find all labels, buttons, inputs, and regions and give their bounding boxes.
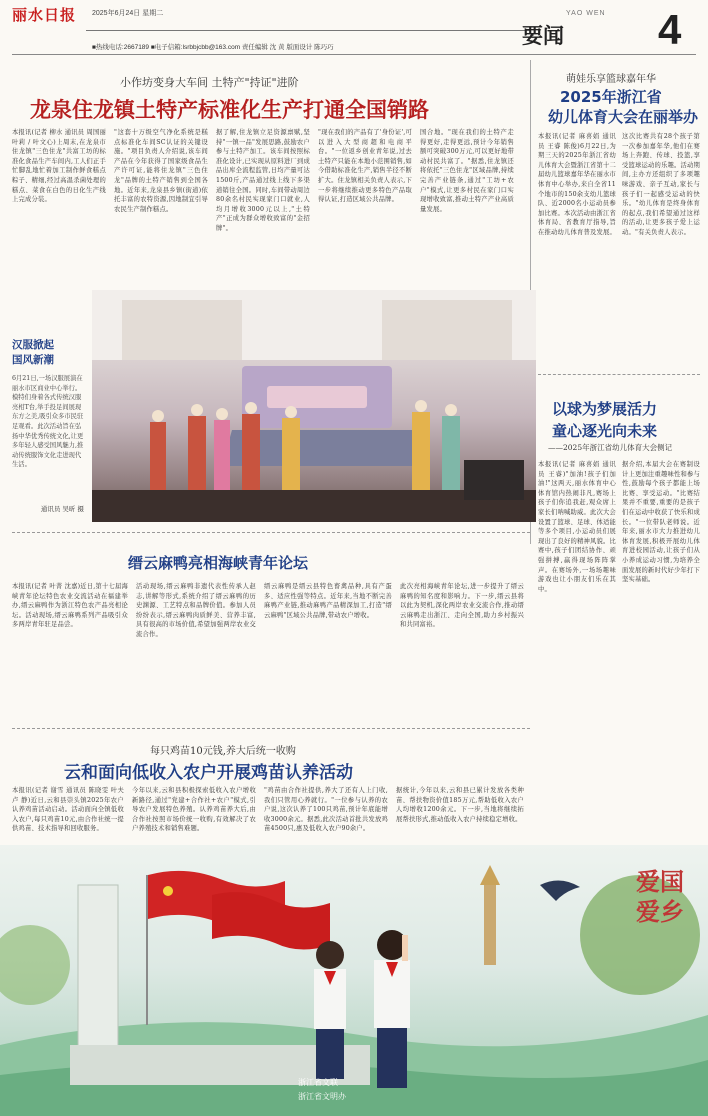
article5-headline-1: 以球为梦展活力 [552,400,658,418]
calligraphy [630,867,690,927]
article3-divider [12,728,530,729]
masthead-rule [86,30,530,31]
patriotic-illustration [0,845,708,1116]
paper-name: 丽水日报 [12,6,77,24]
date-line: 2025年6月24日 星期二 [92,10,164,17]
article5-col1: 本报讯(记者 麻喜娟 通讯员 王睿)"加油!孩子们加油!"这两天,丽水体育中心体育馆内热闹非凡,赛场上孩子们你追我赶,观众席上家长们呐喊助威。此次大会设置了篮球、足球、体适能等多个项目,小运动员们展现出了良好的精神风貌。比赛中,孩子们团结协作、顽强拼搏,赢得现场阵阵掌声。在赛场外,一场场趣味游戏也让小朋友们乐在其中。 [538,461,616,593]
article3-col1: 本报讯(记者 谢雪 通讯员 陈晓雯 叶夫 卢 静)近日,云和县崇头镇2025年农户认养鸡苗活动启动。活动面向全镇低收入农户,每只鸡苗10元,由合作社统一提供鸡苗、技术指导和回收服务。 [12,787,124,833]
article4-col1: 本报讯(记者 麻喜娟 通讯员 王睿 陈俊)6月22日,为期三天的2025年浙江省幼儿体育大会暨浙江省第十二届幼儿篮球嘉年华在丽水市体育中心举办,来自全省11个地市的150余支幼儿篮球队、近2000名小运动员参加比赛。本次活动由浙江省体育局、省教育厅指导,旨在推动幼儿体育普及发展。 [538,133,616,236]
article2-headline: 缙云麻鸭亮相海峡青年论坛 [128,554,309,572]
article1-col3: "现在我们的产品有了'身份证',可以进入大型商超和电商平台。"一位返乡创业青年说,过去土特产只能在本地小范围销售,如今借助标准化生产,销售半径不断扩大。住龙镇相关负责人表示,下一步将继续推动更多特色产品取得认证,打造区域公共品牌。 [318,129,412,204]
section-name: 要闻 [522,23,564,48]
article4-subhead: 萌娃乐享篮球嘉年华 [566,74,656,85]
section-pinyin: YAO WEN [566,10,606,17]
article3-subhead: 每只鸡苗10元钱,养大后统一收购 [150,746,296,757]
article4-headline-2: 幼儿体育大会在丽举办 [548,108,699,126]
article2-col4: 此次亮相海峡青年论坛,进一步提升了缙云麻鸭的知名度和影响力。下一步,缙云县将以此为契机,深化两岸农业交流合作,推动缙云麻鸭走出浙江、走向全国,助力乡村振兴和共同富裕。 [400,583,524,629]
page-number: 4 [658,6,682,53]
illustration-credit-2: 浙江省文明办 [298,1092,346,1101]
article1-lead: 本报讯(记者 柳水 通讯员 周国丽 叶莉 / 叶文心)上周末,在龙泉市住龙镇"三色住龙"共富工坊的标准化食品生产车间内,工人们正手忙脚乱地忙着加工制作鲜食糕点粽子、精细,经过高温杀菌处理的糕点、菜食在白色的日化生产线上完成分装。 [12,129,106,204]
article1-headline: 龙泉住龙镇土特产标准化生产打通全国销路 [30,98,429,122]
article2-col3: 缙云麻鸭是缙云县特色畜禽品种,具有产蛋多、适应性强等特点。近年来,当地不断完善麻鸭产业链,推动麻鸭产品精深加工,打造"缙云麻鸭"区域公共品牌,带动农户增收。 [264,583,392,619]
sidebar-title-1: 汉服掀起 [12,339,54,351]
article1-col2: 据了解,住龙镇立足资源禀赋,坚持"一镇一品"发展思路,鼓励农户参与土特产加工。该车间按照标准化设计,已实现从原料进厂到成品出库全流程监管,日均产量可达1500斤,产品通过线上线下多渠道销往全国。同时,车间带动周边80余名村民实现家门口就业,人均月增收3000元以上,"土特产"正成为群众增收致富的"金招牌"。 [216,129,310,232]
sidebar-box [12,338,84,513]
article3-col2: 今年以来,云和县积极探索低收入农户增收新路径,通过"党建+合作社+农户"模式,引导农户发展特色养殖。认养鸡苗养大后,由合作社按照市场价统一收购,有效解决了农户养殖技术和销售难题。 [132,787,256,833]
calligraphy-line-2: 爱乡 [636,897,684,926]
article2-col1: 本报讯(记者 叶菁 沈嘉)近日,第十七届海峡青年论坛特色农业交流活动在福建举办,缙云麻鸭作为浙江特色农产品亮相论坛。活动现场,缙云麻鸭系列产品吸引众多两岸青年驻足品尝。 [12,583,128,629]
header-divider [12,54,696,55]
article1-col1: "这套十万级空气净化系统是糕点标准化车间SC认证的关键设施。"项目负责人介绍说,该车间产品在今年获得了国家级食品生产许可证,能将住龙镇"三色住龙"品牌的土特产销售到全国各地。近年来,龙泉县乡镇(街道)依托丰富的农特资源,因地制宜引导农民生产制作糕点。 [114,129,208,213]
illustration-credit-1: 浙江省文联 [298,1078,338,1087]
calligraphy-line-1: 爱国 [636,867,684,896]
article2-divider [12,532,530,533]
article1-subhead: 小作坊变身大车间 土特产"持证"进阶 [120,76,299,89]
hanfu-show-illustration [92,290,536,522]
article5-divider [538,374,700,375]
article5-col2: 据介绍,本届大会在赛制设计上更加注重趣味性和参与性,鼓励每个孩子都能上场比赛、享受运动。"比赛结果并不重要,重要的是孩子们在运动中收获了快乐和成长。"一位带队老师说。近年来,丽水市大力推进幼儿体育发展,积极开展幼儿体育进校园活动,让孩子们从小养成运动习惯,为培养全面发展的新时代好少年打下坚实基础。 [622,461,700,584]
article2-col2: 活动现场,缙云麻鸭非遗代表性传承人赵志,讲解等形式,系统介绍了缙云麻鸭的历史渊源、工艺特点和品牌价值。参加人员纷纷表示,缙云麻鸭肉质鲜美、营养丰富,具有很高的市场价值,希望加强两岸农业交流合作。 [136,583,256,638]
contact-info: ■热线电话:2667189 ■电子信箱:lsrbbjcbb@163.com 责任编辑 沈 黄 版面设计 陈巧巧 [92,44,334,51]
sidebar-title-2: 国风新潮 [12,354,54,366]
photo-credit: 通讯员 吴昕 摄 [40,505,84,513]
sidebar-text: 6月21日,一场汉服展演在丽水市区商业中心举行。模特们身着各式传统汉服亮相T台,举手投足间展现东方之美,吸引众多市民驻足观看。此次活动旨在弘扬中华优秀传统文化,让更多年轻人感受国风魅力,推动传统服饰文化走进现代生活。 [12,375,84,469]
article3-headline: 云和面向低收入农户开展鸡苗认养活动 [64,763,353,783]
article3-col4: 据统计,今年以来,云和县已累计发放各类种苗、帮扶物资价值185万元,帮助低收入农户人均增收1200余元。下一步,当地将继续拓展帮扶形式,推动低收入农户持续稳定增收。 [396,787,524,823]
article1-col4: 国合地。"现在我们的土特产走得更好,走得更远,预计今年销售额可突破300万元,可以更好地带动村民共富了。"据悉,住龙镇还将依托"三色住龙"区域品牌,持续完善产业链条,通过"工坊+农户"模式,让更多村民在家门口实现增收致富,推动土特产产业高质量发展。 [420,129,514,213]
article5-headline-2: 童心逐光向未来 [552,422,658,440]
article3-col3: "鸡苗由合作社提供,养大了还有人上门收,我们只管用心养就行。"一位参与认养的农户说,这次认养了100只鸡苗,预计年底能增收3000余元。据悉,此次活动首批共发放鸡苗4500只,惠及低收入农户90余户。 [264,787,388,833]
article5-subhead: ——2025年浙江省幼儿体育大会侧记 [548,443,673,452]
article4-col2: 这次比赛共有28个孩子第一次参加嘉年华,他们在赛场上奔跑、传球、投篮,享受篮球运动的乐趣。活动期间,主办方还组织了多项趣味游戏、亲子互动,家长与孩子们一起感受运动的快乐。"幼儿体育是终身体育的起点,我们希望通过这样的活动,让更多孩子爱上运动。"有关负责人表示。 [622,133,700,236]
illustration-art [0,845,708,1116]
article4-headline-1: 2025年浙江省 [560,88,662,106]
hanfu-show-photo [92,290,536,522]
